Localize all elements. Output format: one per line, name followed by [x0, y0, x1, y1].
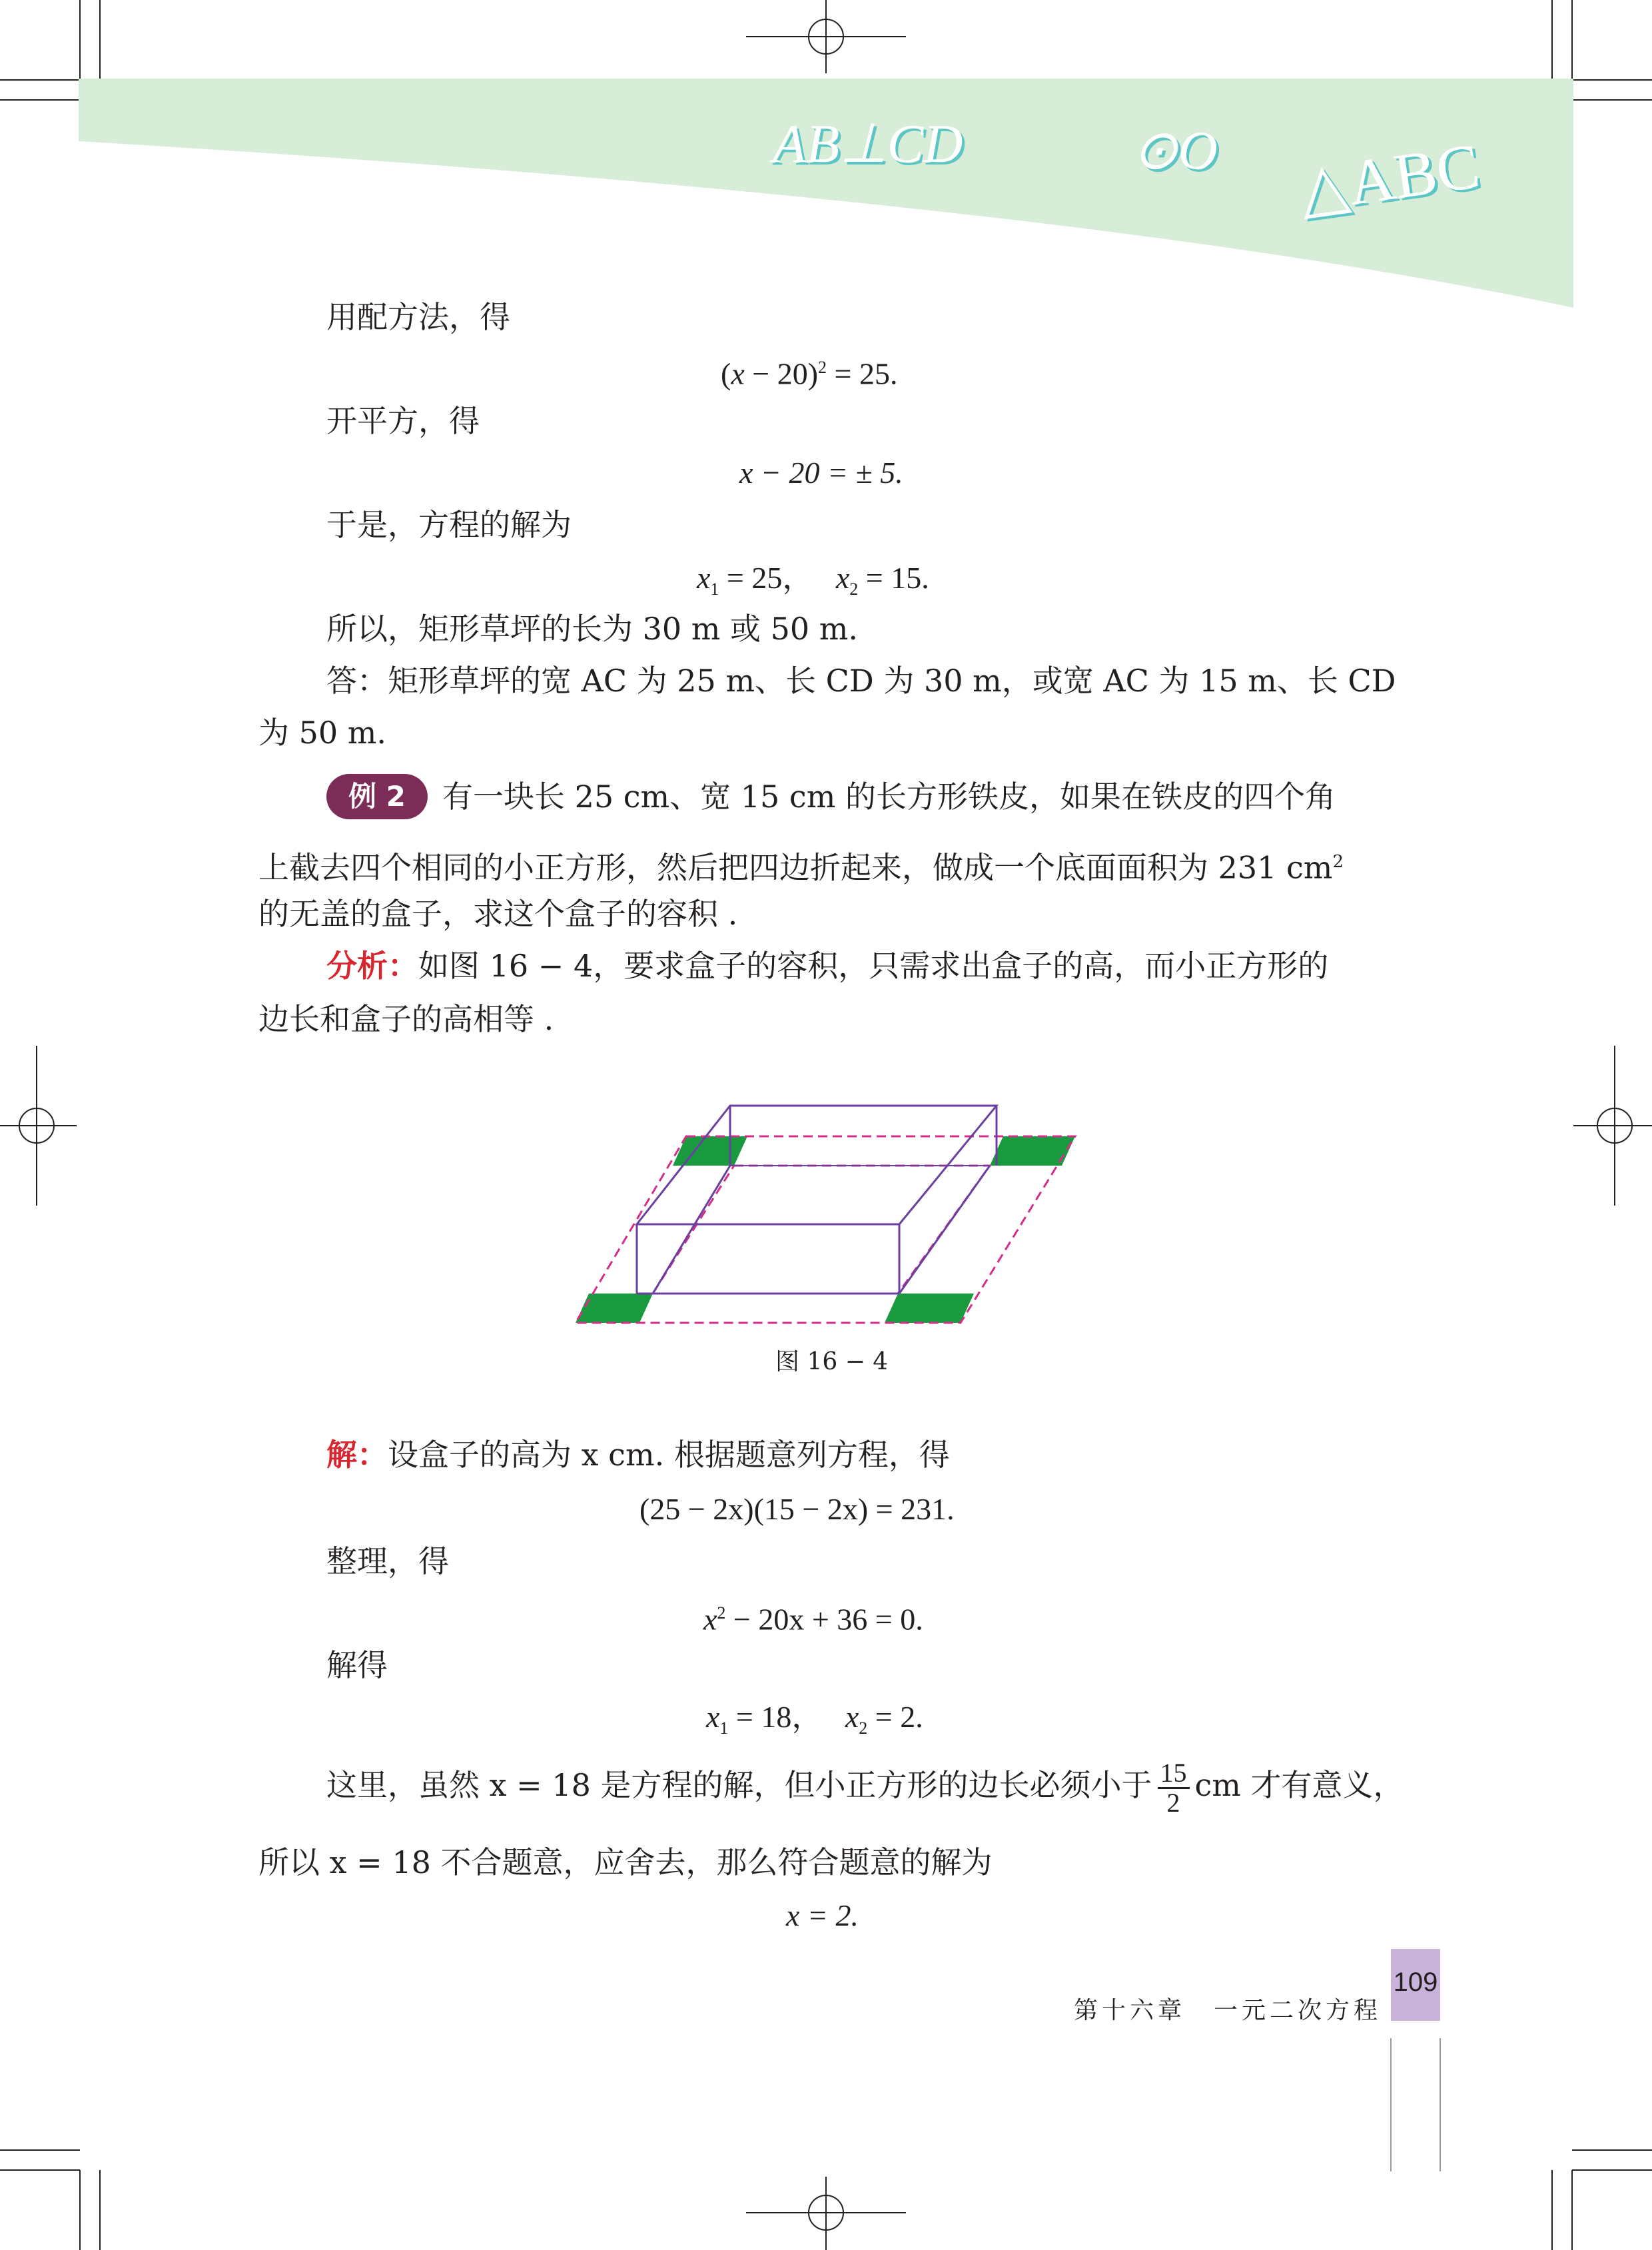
text-line: 所以，矩形草坪的长为 30 m 或 50 m.	[326, 611, 859, 647]
text-line: 解：设盒子的高为 x cm. 根据题意列方程，得	[326, 1437, 950, 1473]
equation: $(x - 20)^2 = 25$.	[721, 356, 898, 391]
header-symbol-triangle: △ABC	[1294, 129, 1484, 226]
equation: (25 − 2x)(15 − 2x) = 231.	[639, 1492, 955, 1526]
text-line: 分析：如图 16 − 4，要求盒子的容积，只需求出盒子的高，而小正方形的	[326, 948, 1329, 984]
text-line: 开平方，得	[326, 403, 480, 439]
corner-square	[576, 1294, 653, 1323]
text-line: 解得	[326, 1647, 388, 1683]
corner-square	[990, 1136, 1075, 1166]
equation: $x^2 - 20x + 36 = 0$.	[703, 1602, 923, 1637]
text-line: 整理，得	[326, 1543, 449, 1579]
fraction: $\frac{15}{2}$	[1158, 1759, 1190, 1817]
text-line: 边长和盒子的高相等 .	[258, 1001, 554, 1037]
text-line: 用配方法，得	[326, 299, 510, 335]
header-symbol-circle: ⊙O	[1132, 120, 1218, 181]
equation: x − 20 = ± 5.	[739, 456, 903, 490]
page-number: 109	[1391, 1949, 1440, 2021]
text-line: 这里，虽然 x = 18 是方程的解，但小正方形的边长必须小于 $\frac{15}{2}$ cm 才有意义，	[326, 1757, 1404, 1818]
chapter-title: 第十六章 一元二次方程	[1074, 1997, 1382, 2024]
equation: $x_1 = 18$， $x_2 = 2$.	[706, 1700, 923, 1738]
example-badge: 例 2	[326, 774, 428, 819]
corner-square	[885, 1294, 974, 1323]
analysis-label: 分析：	[326, 948, 418, 984]
text-line: 所以 x = 18 不合题意，应舍去，那么符合题意的解为	[258, 1844, 993, 1880]
figure-caption: 图 16 − 4	[775, 1348, 889, 1375]
box-figure	[566, 1092, 1086, 1339]
text-line: 为 50 m.	[258, 715, 387, 751]
equation: x = 2.	[786, 1898, 859, 1932]
text-line: 有一块长 25 cm、宽 15 cm 的长方形铁皮，如果在铁皮的四个角	[442, 779, 1336, 815]
text-line: 答：矩形草坪的宽 AC 为 25 m、长 CD 为 30 m，或宽 AC 为 15 m、长 CD	[326, 663, 1396, 699]
solution-label: 解：	[326, 1437, 388, 1473]
equation: $x_1 = 25$， $x_2 = 15$.	[697, 561, 929, 599]
text-line: 的无盖的盒子，求这个盒子的容积 .	[258, 896, 738, 932]
text-line: 上截去四个相同的小正方形，然后把四边折起来，做成一个底面面积为 231 $cm^2$	[258, 849, 1344, 886]
header-symbol-perpendicular: AB⊥CD	[773, 113, 963, 174]
text-line: 于是，方程的解为	[326, 507, 572, 543]
